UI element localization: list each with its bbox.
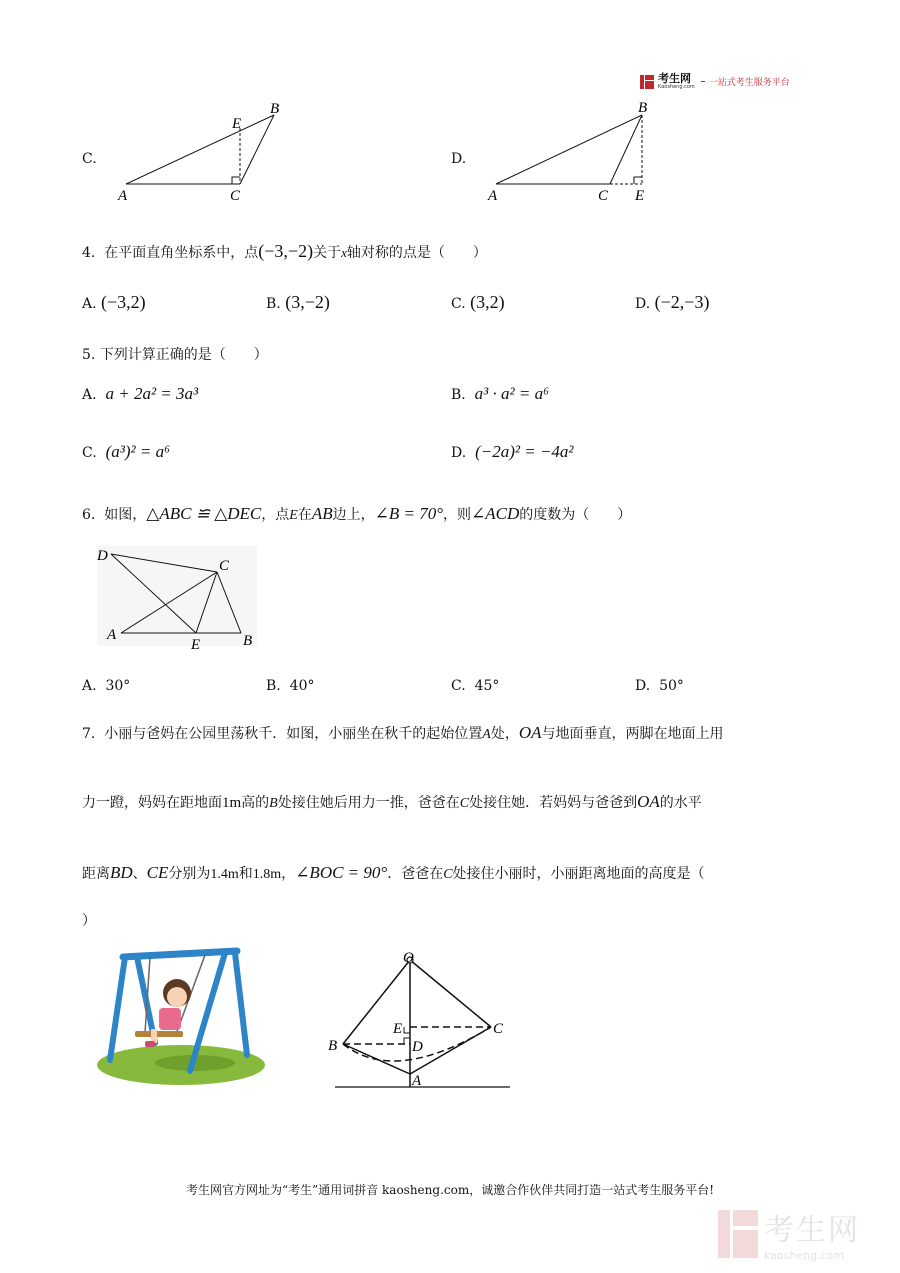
q6-option-b[interactable]: B. 40° <box>266 678 315 694</box>
q5-option-c[interactable]: C. (a³)² = a⁶ <box>82 442 170 461</box>
logo-url: Kaosheng.com <box>658 84 695 90</box>
q5-option-a[interactable]: A. a + 2a² = 3a³ <box>82 384 199 403</box>
q4-option-d[interactable]: D. (−2,−3) <box>635 292 710 312</box>
watermark-url: kaosheng.com <box>764 1249 845 1262</box>
point-label-d: D <box>412 1039 423 1055</box>
q6-figure <box>95 542 265 657</box>
q7-line-1: 7. 小丽与爸妈在公园里荡秋千．如图，小丽坐在秋千的起始位置A处，OA与地面垂直，两脚在地面上用 <box>82 723 724 742</box>
point-label-o: O <box>403 950 414 966</box>
q5-option-b[interactable]: B. a³ · a² = a⁶ <box>451 384 549 403</box>
q6-stem: 6. 如图，△ABC ≌ △DEC，点E在AB边上，∠B = 70°，则∠ACD的度数为（ ） <box>82 504 632 523</box>
svg-text:A: A <box>488 188 498 204</box>
logo-name: 考生网 <box>658 72 691 85</box>
q5-option-d[interactable]: D. (−2a)² = −4a² <box>451 442 574 461</box>
q6-option-c[interactable]: C. 45° <box>451 678 500 694</box>
q4-option-b[interactable]: B. (3,−2) <box>266 292 330 312</box>
q3-figure-c <box>110 95 300 207</box>
point-label-e: E <box>393 1021 403 1037</box>
point-label-e: E <box>191 637 201 653</box>
q3-figure-d <box>480 95 670 207</box>
point-label-c: C <box>493 1021 504 1037</box>
point-label-b: B <box>270 101 280 117</box>
q6-option-a[interactable]: A. 30° <box>82 678 131 694</box>
point-label-a: A <box>412 1073 422 1089</box>
point-label-a: A <box>118 188 128 204</box>
q3-option-d-label: D. <box>451 151 467 167</box>
watermark <box>718 1205 860 1262</box>
point-label-c: C <box>230 188 241 204</box>
q7-figure <box>325 945 520 1095</box>
q7-line-3: 距离BD、CE分别为1.4m和1.8m，∠BOC = 90°．爸爸在C处接住小丽时，小丽距离地面的高度是（ <box>82 863 705 882</box>
q5-stem: 5. 下列计算正确的是（ ） <box>82 347 268 363</box>
svg-text:E: E <box>635 188 645 204</box>
point-label-e: E <box>232 116 242 132</box>
q7-line-2: 力一蹬，妈妈在距地面1m高的B处接住她后用力一推，爸爸在C处接住她．若妈妈与爸爸到OA的水平 <box>82 792 702 811</box>
header-logo <box>640 73 790 90</box>
footer-text: 考生网官方网址为“考生”通用词拼音 kaosheng.com，诚邀合作伙伴共同打造一站式考生服务平台! <box>185 1183 715 1197</box>
logo-icon <box>640 75 654 89</box>
q4-stem: 4. 在平面直角坐标系中，点(−3,−2)关于x轴对称的点是（ ） <box>82 241 487 261</box>
point-label-a: A <box>107 627 117 643</box>
point-label-c: C <box>219 558 230 574</box>
svg-text:C: C <box>598 188 609 204</box>
watermark-logo-icon <box>718 1210 758 1258</box>
logo-slogan: 一站式考生服务平台 <box>708 78 790 88</box>
q6-option-d[interactable]: D. 50° <box>635 678 684 694</box>
q4-option-c[interactable]: C. (3,2) <box>451 292 505 312</box>
point-label-d: D <box>97 548 108 564</box>
q4-option-a[interactable]: A. (−3,2) <box>82 292 146 312</box>
q3-option-c-label: C. <box>82 151 97 167</box>
swing-illustration <box>95 945 275 1090</box>
svg-text:B: B <box>638 100 648 116</box>
watermark-name: 考生网 <box>764 1213 860 1248</box>
point-label-b: B <box>328 1038 338 1054</box>
q7-line-4: ） <box>82 913 96 929</box>
point-label-b: B <box>243 633 253 649</box>
